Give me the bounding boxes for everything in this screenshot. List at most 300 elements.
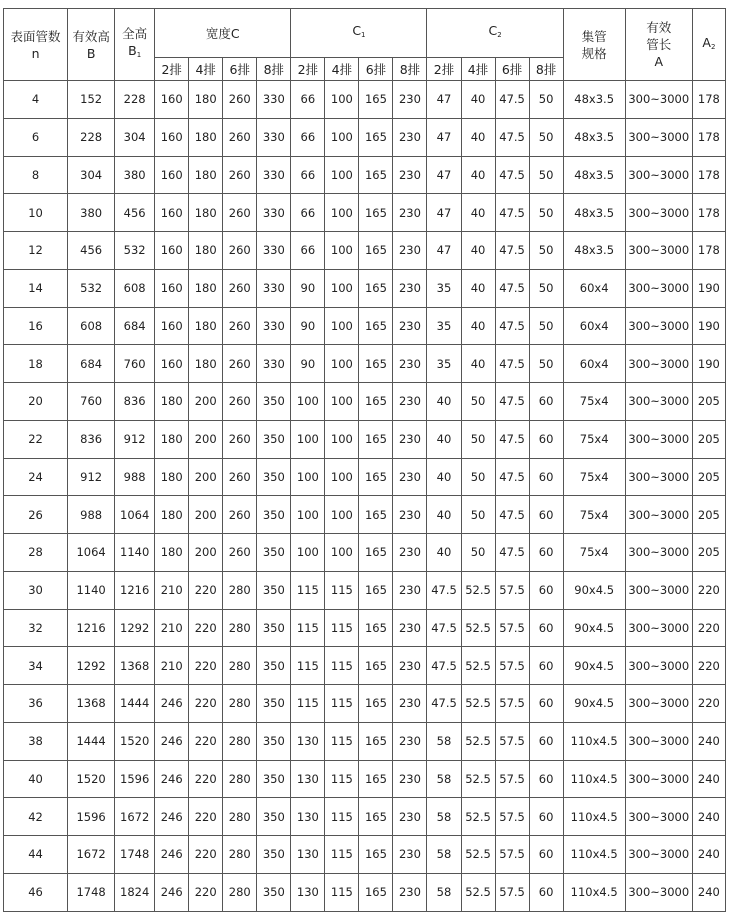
table-cell: 684 [68,345,115,383]
table-cell: 380 [68,194,115,232]
table-cell: 205 [692,458,725,496]
col-header-c2: $C_2$ [427,9,563,58]
table-cell: 40 [461,307,495,345]
table-cell: 35 [427,345,461,383]
table-cell: 240 [692,873,725,911]
table-cell: 205 [692,496,725,534]
table-cell: 24 [4,458,68,496]
table-cell: 75x4 [563,534,625,572]
table-cell: 280 [223,609,257,647]
table-row [4,269,726,307]
table-body [4,81,726,912]
table-cell: 228 [115,81,155,119]
table-cell: 304 [115,118,155,156]
table-cell: 260 [223,232,257,270]
table-cell: 100 [291,496,325,534]
table-cell: 160 [155,307,189,345]
table-cell: 20 [4,383,68,421]
table-cell: 110x4.5 [563,760,625,798]
table-cell: 220 [692,571,725,609]
table-cell: 912 [68,458,115,496]
table-cell: 60 [529,496,563,534]
table-cell: 246 [155,798,189,836]
table-cell: 210 [155,571,189,609]
table-row [4,307,726,345]
table-cell: 18 [4,345,68,383]
table-cell: 260 [223,458,257,496]
table-cell: 230 [393,458,427,496]
table-cell: 160 [155,156,189,194]
table-cell: 75x4 [563,458,625,496]
table-cell: 60 [529,458,563,496]
table-cell: 836 [68,420,115,458]
table-cell: 300~3000 [625,760,692,798]
col-header-b1: 全高 $B_1$ [115,9,155,81]
table-cell: 220 [189,647,223,685]
table-cell: 230 [393,194,427,232]
table-cell: 350 [257,685,291,723]
table-cell: 608 [68,307,115,345]
table-cell: 300~3000 [625,232,692,270]
table-cell: 46 [4,873,68,911]
table-cell: 230 [393,534,427,572]
table-cell: 160 [155,232,189,270]
table-cell: 100 [291,458,325,496]
table-cell: 130 [291,722,325,760]
table-cell: 300~3000 [625,873,692,911]
table-cell: 350 [257,609,291,647]
subheader-c1-2rows: 2排 [291,58,325,81]
table-cell: 220 [189,836,223,874]
table-cell: 205 [692,420,725,458]
table-cell: 100 [325,345,359,383]
table-cell: 280 [223,836,257,874]
table-cell: 300~3000 [625,534,692,572]
table-cell: 35 [427,307,461,345]
table-cell: 66 [291,118,325,156]
table-cell: 210 [155,609,189,647]
table-cell: 230 [393,873,427,911]
table-cell: 48x3.5 [563,118,625,156]
table-cell: 246 [155,722,189,760]
table-cell: 684 [115,307,155,345]
table-cell: 47.5 [495,534,529,572]
table-cell: 230 [393,118,427,156]
table-cell: 1596 [115,760,155,798]
table-cell: 1140 [115,534,155,572]
table-row [4,156,726,194]
table-cell: 47.5 [495,232,529,270]
table-cell: 47.5 [427,685,461,723]
table-cell: 40 [427,420,461,458]
table-cell: 1292 [68,647,115,685]
table-cell: 300~3000 [625,345,692,383]
table-cell: 90x4.5 [563,647,625,685]
table-cell: 330 [257,156,291,194]
table-cell: 50 [529,307,563,345]
table-cell: 180 [155,534,189,572]
table-cell: 330 [257,194,291,232]
table-cell: 58 [427,836,461,874]
table-cell: 90x4.5 [563,609,625,647]
table-cell: 280 [223,647,257,685]
table-cell: 160 [155,194,189,232]
table-cell: 180 [155,496,189,534]
table-cell: 52.5 [461,571,495,609]
table-cell: 380 [115,156,155,194]
table-cell: 90 [291,307,325,345]
table-cell: 350 [257,647,291,685]
table-cell: 36 [4,685,68,723]
table-header [4,9,726,81]
table-cell: 52.5 [461,798,495,836]
table-cell: 47.5 [495,194,529,232]
table-cell: 115 [325,873,359,911]
table-cell: 210 [155,647,189,685]
table-cell: 300~3000 [625,571,692,609]
table-row [4,118,726,156]
table-cell: 60 [529,685,563,723]
table-cell: 350 [257,383,291,421]
table-cell: 1368 [115,647,155,685]
table-cell: 165 [359,571,393,609]
table-cell: 40 [427,458,461,496]
table-cell: 230 [393,609,427,647]
table-row [4,873,726,911]
table-cell: 260 [223,156,257,194]
table-cell: 40 [427,534,461,572]
table-cell: 28 [4,534,68,572]
table-cell: 35 [427,269,461,307]
table-cell: 180 [189,269,223,307]
table-row [4,496,726,534]
table-row [4,609,726,647]
table-cell: 220 [692,609,725,647]
table-cell: 52.5 [461,722,495,760]
table-cell: 300~3000 [625,647,692,685]
table-cell: 110x4.5 [563,836,625,874]
table-cell: 40 [461,194,495,232]
table-cell: 330 [257,307,291,345]
table-cell: 47.5 [495,458,529,496]
table-row [4,534,726,572]
table-cell: 48x3.5 [563,232,625,270]
table-cell: 47.5 [427,571,461,609]
table-cell: 330 [257,269,291,307]
table-cell: 228 [68,118,115,156]
table-cell: 230 [393,571,427,609]
table-cell: 240 [692,760,725,798]
table-cell: 57.5 [495,685,529,723]
table-cell: 1748 [115,836,155,874]
table-cell: 988 [115,458,155,496]
subheader-width-4rows: 4排 [189,58,223,81]
table-cell: 1520 [68,760,115,798]
table-cell: 42 [4,798,68,836]
table-cell: 44 [4,836,68,874]
table-cell: 165 [359,269,393,307]
subheader-c1-4rows: 4排 [325,58,359,81]
table-cell: 57.5 [495,647,529,685]
table-row [4,345,726,383]
table-cell: 165 [359,307,393,345]
table-cell: 220 [189,798,223,836]
subheader-c2-8rows: 8排 [529,58,563,81]
table-cell: 100 [325,232,359,270]
table-cell: 34 [4,647,68,685]
table-cell: 350 [257,458,291,496]
table-cell: 50 [529,81,563,119]
table-cell: 988 [68,496,115,534]
table-cell: 130 [291,798,325,836]
table-cell: 330 [257,345,291,383]
table-cell: 230 [393,156,427,194]
table-cell: 165 [359,496,393,534]
table-cell: 60 [529,609,563,647]
table-cell: 58 [427,760,461,798]
table-cell: 60 [529,873,563,911]
table-cell: 200 [189,383,223,421]
table-cell: 240 [692,798,725,836]
table-cell: 160 [155,81,189,119]
table-cell: 350 [257,873,291,911]
subheader-c1-6rows: 6排 [359,58,393,81]
table-cell: 90 [291,345,325,383]
table-cell: 75x4 [563,496,625,534]
table-cell: 47.5 [495,307,529,345]
table-cell: 608 [115,269,155,307]
table-cell: 47.5 [427,647,461,685]
table-cell: 110x4.5 [563,722,625,760]
table-cell: 52.5 [461,647,495,685]
table-cell: 60 [529,647,563,685]
table-cell: 165 [359,383,393,421]
table-cell: 110x4.5 [563,798,625,836]
table-cell: 60x4 [563,345,625,383]
table-cell: 60 [529,571,563,609]
table-cell: 160 [155,118,189,156]
table-cell: 178 [692,156,725,194]
table-cell: 57.5 [495,836,529,874]
subheader-width-8rows: 8排 [257,58,291,81]
table-cell: 240 [692,836,725,874]
table-cell: 230 [393,232,427,270]
table-cell: 220 [189,609,223,647]
table-cell: 47.5 [495,496,529,534]
table-cell: 230 [393,647,427,685]
table-cell: 190 [692,345,725,383]
table-cell: 47.5 [495,81,529,119]
table-cell: 75x4 [563,420,625,458]
table-cell: 10 [4,194,68,232]
table-cell: 260 [223,194,257,232]
table-cell: 1672 [68,836,115,874]
table-cell: 165 [359,345,393,383]
table-cell: 230 [393,345,427,383]
table-cell: 165 [359,609,393,647]
table-cell: 52.5 [461,873,495,911]
table-cell: 1596 [68,798,115,836]
table-cell: 280 [223,760,257,798]
table-cell: 58 [427,798,461,836]
table-cell: 50 [461,496,495,534]
table-cell: 178 [692,118,725,156]
table-cell: 260 [223,118,257,156]
table-cell: 90x4.5 [563,685,625,723]
table-cell: 40 [4,760,68,798]
table-cell: 100 [291,534,325,572]
table-cell: 1292 [115,609,155,647]
table-cell: 165 [359,232,393,270]
table-cell: 280 [223,722,257,760]
subheader-c1-8rows: 8排 [393,58,427,81]
table-cell: 50 [529,232,563,270]
table-row [4,383,726,421]
table-cell: 760 [115,345,155,383]
table-row [4,836,726,874]
table-cell: 12 [4,232,68,270]
table-cell: 48x3.5 [563,156,625,194]
subheader-c2-6rows: 6排 [495,58,529,81]
table-cell: 115 [325,685,359,723]
table-cell: 50 [461,420,495,458]
table-cell: 330 [257,81,291,119]
table-cell: 60 [529,534,563,572]
table-cell: 456 [115,194,155,232]
table-cell: 57.5 [495,722,529,760]
table-cell: 205 [692,534,725,572]
col-header-c1: $C_1$ [291,9,427,58]
table-cell: 350 [257,836,291,874]
table-cell: 40 [427,496,461,534]
table-cell: 456 [68,232,115,270]
table-cell: 160 [155,269,189,307]
table-cell: 180 [189,81,223,119]
table-cell: 60 [529,383,563,421]
subheader-c2-2rows: 2排 [427,58,461,81]
table-cell: 60 [529,798,563,836]
table-cell: 52.5 [461,760,495,798]
table-cell: 115 [291,647,325,685]
table-cell: 836 [115,383,155,421]
table-cell: 350 [257,722,291,760]
table-cell: 1748 [68,873,115,911]
table-cell: 47 [427,232,461,270]
table-cell: 260 [223,383,257,421]
table-cell: 300~3000 [625,269,692,307]
table-cell: 100 [325,81,359,119]
table-cell: 50 [461,534,495,572]
table-cell: 165 [359,647,393,685]
table-cell: 40 [461,345,495,383]
table-cell: 47.5 [495,118,529,156]
table-cell: 40 [461,232,495,270]
table-cell: 165 [359,118,393,156]
table-row [4,194,726,232]
table-cell: 230 [393,798,427,836]
table-cell: 52.5 [461,609,495,647]
table-cell: 130 [291,836,325,874]
table-cell: 246 [155,873,189,911]
table-cell: 115 [291,571,325,609]
table-cell: 280 [223,873,257,911]
table-cell: 260 [223,496,257,534]
table-cell: 300~3000 [625,836,692,874]
table-cell: 57.5 [495,798,529,836]
table-cell: 260 [223,307,257,345]
table-cell: 246 [155,760,189,798]
table-cell: 1064 [115,496,155,534]
table-cell: 8 [4,156,68,194]
table-cell: 58 [427,722,461,760]
table-cell: 300~3000 [625,458,692,496]
table-cell: 115 [325,836,359,874]
table-cell: 100 [325,420,359,458]
table-cell: 100 [325,118,359,156]
table-cell: 115 [291,685,325,723]
table-cell: 57.5 [495,609,529,647]
table-cell: 50 [529,269,563,307]
table-cell: 760 [68,383,115,421]
table-cell: 240 [692,722,725,760]
table-cell: 115 [325,760,359,798]
table-cell: 100 [325,383,359,421]
table-cell: 100 [325,307,359,345]
table-cell: 165 [359,458,393,496]
table-cell: 220 [189,571,223,609]
table-cell: 350 [257,798,291,836]
table-cell: 47.5 [495,269,529,307]
table-cell: 300~3000 [625,609,692,647]
table-cell: 30 [4,571,68,609]
table-cell: 230 [393,836,427,874]
table-cell: 300~3000 [625,118,692,156]
table-cell: 60x4 [563,269,625,307]
table-cell: 1216 [68,609,115,647]
table-cell: 350 [257,534,291,572]
table-cell: 180 [155,458,189,496]
table-cell: 190 [692,269,725,307]
table-cell: 260 [223,534,257,572]
table-cell: 260 [223,345,257,383]
table-cell: 220 [189,873,223,911]
table-cell: 246 [155,685,189,723]
table-cell: 115 [291,609,325,647]
table-cell: 100 [325,496,359,534]
table-cell: 38 [4,722,68,760]
table-cell: 100 [291,420,325,458]
table-cell: 165 [359,156,393,194]
table-cell: 230 [393,81,427,119]
table-cell: 350 [257,571,291,609]
table-cell: 180 [189,232,223,270]
table-cell: 280 [223,798,257,836]
table-cell: 40 [461,269,495,307]
table-cell: 100 [325,156,359,194]
table-cell: 47 [427,81,461,119]
table-cell: 178 [692,232,725,270]
table-cell: 200 [189,534,223,572]
table-cell: 180 [189,118,223,156]
table-cell: 47.5 [495,156,529,194]
table-cell: 300~3000 [625,722,692,760]
table-cell: 230 [393,722,427,760]
col-header-b: 有效高 B [68,9,115,81]
table-cell: 165 [359,194,393,232]
subheader-width-2rows: 2排 [155,58,189,81]
table-cell: 57.5 [495,873,529,911]
table-cell: 50 [461,383,495,421]
